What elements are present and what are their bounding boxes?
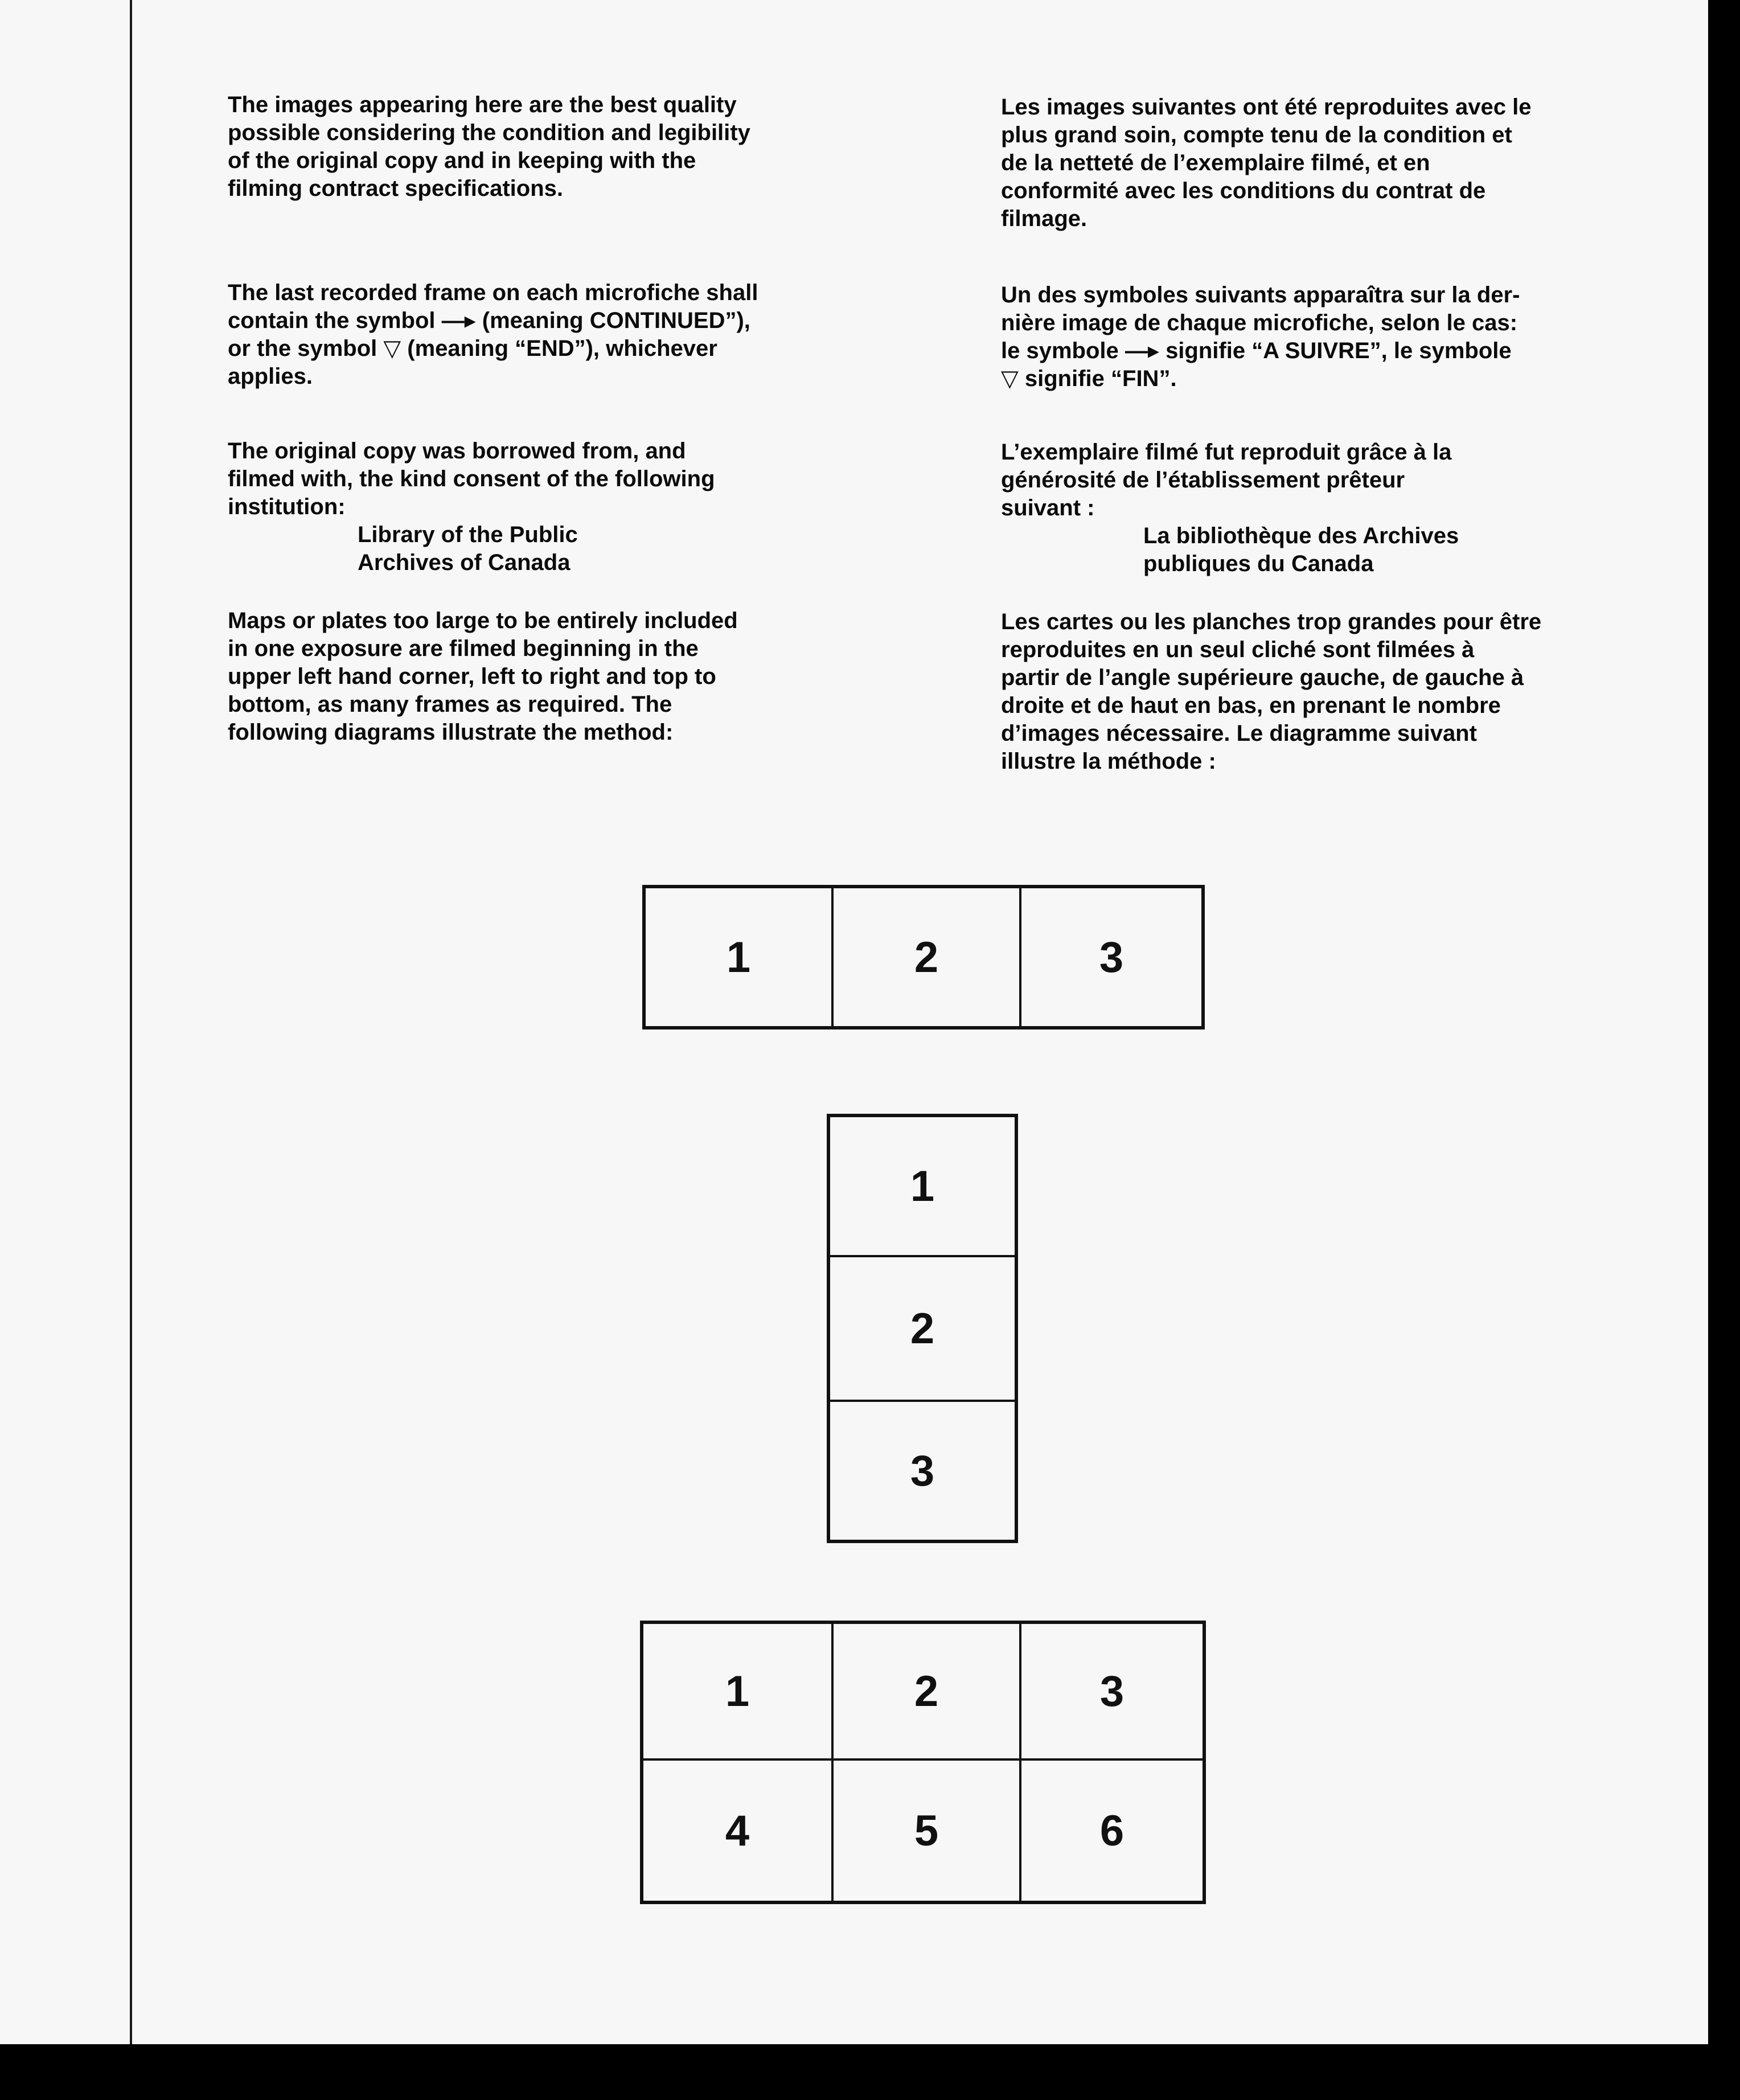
english-institution-name: Library of the Public Archives of Canada [358,522,578,575]
column-diagram [827,1114,1018,1543]
grid-frame-number: 1 [725,1667,750,1716]
row-frame-number: 3 [1099,933,1124,982]
french-institution-paragraph [1001,438,1656,578]
french-symbol-text: Un des symboles suivants apparaîtra sur la der- nière image de chaque microfiche, selon le cas: le symbole —▸ signifie “A SUIVRE”, le symbole ▽ signifie “FIN”. [1001,282,1520,391]
english-maps-paragraph [228,607,854,747]
english-maps-text: Maps or plates too large to be entirely included in one exposure are filmed beginning in the upper left hand corner, left to right and top to bottom, as many frames as required. The following diagrams illustrate the method: [228,608,738,745]
grid-frame-number: 2 [914,1667,939,1716]
grid-diagram [640,1621,1206,1904]
row-diagram [642,885,1205,1030]
english-institution-paragraph [228,437,854,577]
column-frame-number: 3 [910,1446,935,1495]
english-symbol-paragraph [228,279,854,391]
grid-frame-number: 4 [725,1806,750,1855]
french-quality-text: Les images suivantes ont été reproduites avec le plus grand soin, compte tenu de la condition et de la netteté de l’exemplaire filmé, et en conformité avec les conditions du contrat de filmage. [1001,95,1532,231]
english-quality-paragraph [228,91,854,203]
french-institution-name: La bibliothèque des Archives publiques du Canada [1143,523,1459,576]
french-maps-text: Les cartes ou les planches trop grandes pour être reproduites en un seul cliché sont filmées à partir de l’angle supérieure gauche, de gauche à droite et de haut en bas, en prenant le nombre d’images nécessaire. Le diagramme suivant illustre la méthode : [1001,609,1542,774]
row-frame-number: 2 [914,933,939,982]
french-maps-paragraph [1001,608,1656,776]
column-frame-number: 2 [910,1304,935,1353]
left-margin-line [130,0,132,2044]
french-symbol-paragraph [1001,281,1656,393]
english-consent-text: The original copy was borrowed from, and filmed with, the kind consent of the following institution: [228,438,715,519]
french-consent-text: L’exemplaire filmé fut reproduit grâce à la générosité de l’établissement prêteur suivant : [1001,440,1452,520]
column-frame-number: 1 [910,1162,935,1211]
french-quality-paragraph [1001,93,1656,233]
english-quality-text: The images appearing here are the best quality possible considering the condition and legibility of the original copy and in keeping with the filming contract specifications. [228,92,750,201]
grid-frame-number: 5 [914,1806,939,1855]
grid-frame-number: 3 [1099,1667,1125,1716]
row-frame-number: 1 [726,933,751,982]
english-symbol-text: The last recorded frame on each microfiche shall contain the symbol —▸ (meaning CONTINUED”), or the symbol ▽ (meaning “END”), whichever applies. [228,280,758,389]
grid-frame-number: 6 [1099,1806,1125,1855]
